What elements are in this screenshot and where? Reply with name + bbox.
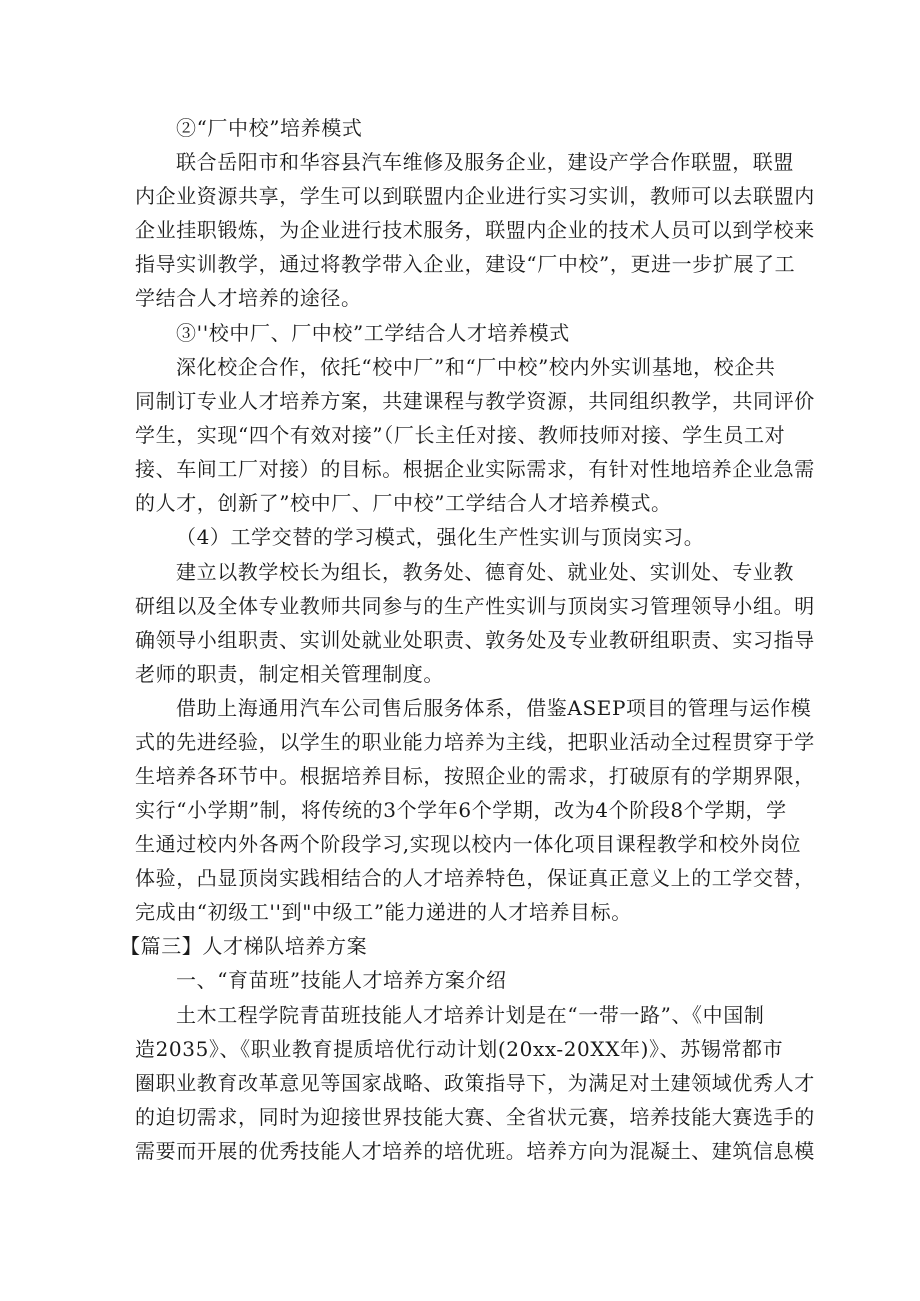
paragraph-line: 生培养各环节中。根据培养目标，按照企业的需求，打破原有的学期界限， xyxy=(135,764,815,788)
paragraph-line: 造2035》、《职业教育提质培优行动计划(20xx-20XX年)》、苏锡常都市 xyxy=(135,1037,784,1061)
paragraph-line: 式的先进经验，以学生的职业能力培养为主线，把职业活动全过程贯穿于学 xyxy=(135,730,815,754)
paragraph-line: 实行“小学期”制，将传统的3个学年6个学期，改为4个阶段8个学期，学 xyxy=(135,798,787,822)
paragraph-line: 内企业资源共享，学生可以到联盟内企业进行实习实训，教师可以去联盟内 xyxy=(135,184,815,208)
paragraph-line: 企业挂职锻炼，为企业进行技术服务，联盟内企业的技术人员可以到学校来 xyxy=(135,218,815,242)
paragraph-line: 同制订专业人才培养方案，共建课程与教学资源，共同组织教学，共同评价 xyxy=(135,389,815,413)
paragraph-line: 需要而开展的优秀技能人才培养的培优班。培养方向为混凝土、建筑信息模 xyxy=(135,1139,815,1163)
paragraph-line: 深化校企合作，依托“校中厂”和“厂中校”校内外实训基地，校企共 xyxy=(176,355,776,379)
paragraph-line: 体验，凸显顶岗实践相结合的人才培养特色，保证真正意义上的工学交替， xyxy=(135,866,815,890)
paragraph-line: 老师的职责，制定相关管理制度。 xyxy=(135,662,444,686)
paragraph-line: 借助上海通用汽车公司售后服务体系，借鉴ASEP项目的管理与运作模 xyxy=(176,696,812,720)
subheading-school-factory: ③''校中厂、厂中校”工学结合人才培养模式 xyxy=(176,321,570,345)
paragraph-line: 学生，实现“四个有效对接”（厂长主任对接、教师技师对接、学生员工对 xyxy=(135,423,786,447)
paragraph-line: 学结合人才培养的途径。 xyxy=(135,286,362,310)
paragraph-line: 联合岳阳市和华容县汽车维修及服务企业，建设产学合作联盟，联盟 xyxy=(176,150,794,174)
paragraph-line: 的人才，创新了”校中厂、厂中校”工学结合人才培养模式。 xyxy=(135,491,672,515)
paragraph-line: 的迫切需求，同时为迎接世界技能大赛、全省状元赛，培养技能大赛选手的 xyxy=(135,1105,815,1129)
paragraph-line: 指导实训教学，通过将教学带入企业，建设“厂中校”，更进一步扩展了工 xyxy=(135,252,796,276)
subheading-work-study: （4）工学交替的学习模式，强化生产性实训与顶岗实习。 xyxy=(176,525,705,549)
paragraph-line: 生通过校内外各两个阶段学习,实现以校内一体化项目课程教学和校外岗位 xyxy=(135,832,802,856)
paragraph-line: 确领导小组职责、实训处就业处职责、敦务处及专业教研组职责、实习指导 xyxy=(135,628,815,652)
subheading-seedling-class: 一、“育苗班”技能人才培养方案介绍 xyxy=(176,968,507,992)
paragraph-line: 圈职业教育改革意见等国家战略、政策指导下，为满足对土建领域优秀人才 xyxy=(135,1071,815,1095)
section-heading-part-three: 【篇三】人才梯队培养方案 xyxy=(120,934,368,958)
paragraph-line: 土木工程学院青苗班技能人才培养计划是在“一带一路”、《中国制 xyxy=(176,1003,765,1027)
paragraph-line: 建立以教学校长为组长，教务处、德育处、就业处、实训处、专业教 xyxy=(176,560,794,584)
paragraph-line: 研组以及全体专业教师共同参与的生产性实训与顶岗实习管理领导小组。明 xyxy=(135,594,815,618)
paragraph-line: 完成由“初级工''到"中级工”能力递进的人才培养目标。 xyxy=(135,900,632,924)
subheading-factory-school: ②“厂中校”培养模式 xyxy=(176,116,363,140)
paragraph-line: 接、车间工厂对接）的目标。根据企业实际需求，有针对性地培养企业急需 xyxy=(135,457,815,481)
